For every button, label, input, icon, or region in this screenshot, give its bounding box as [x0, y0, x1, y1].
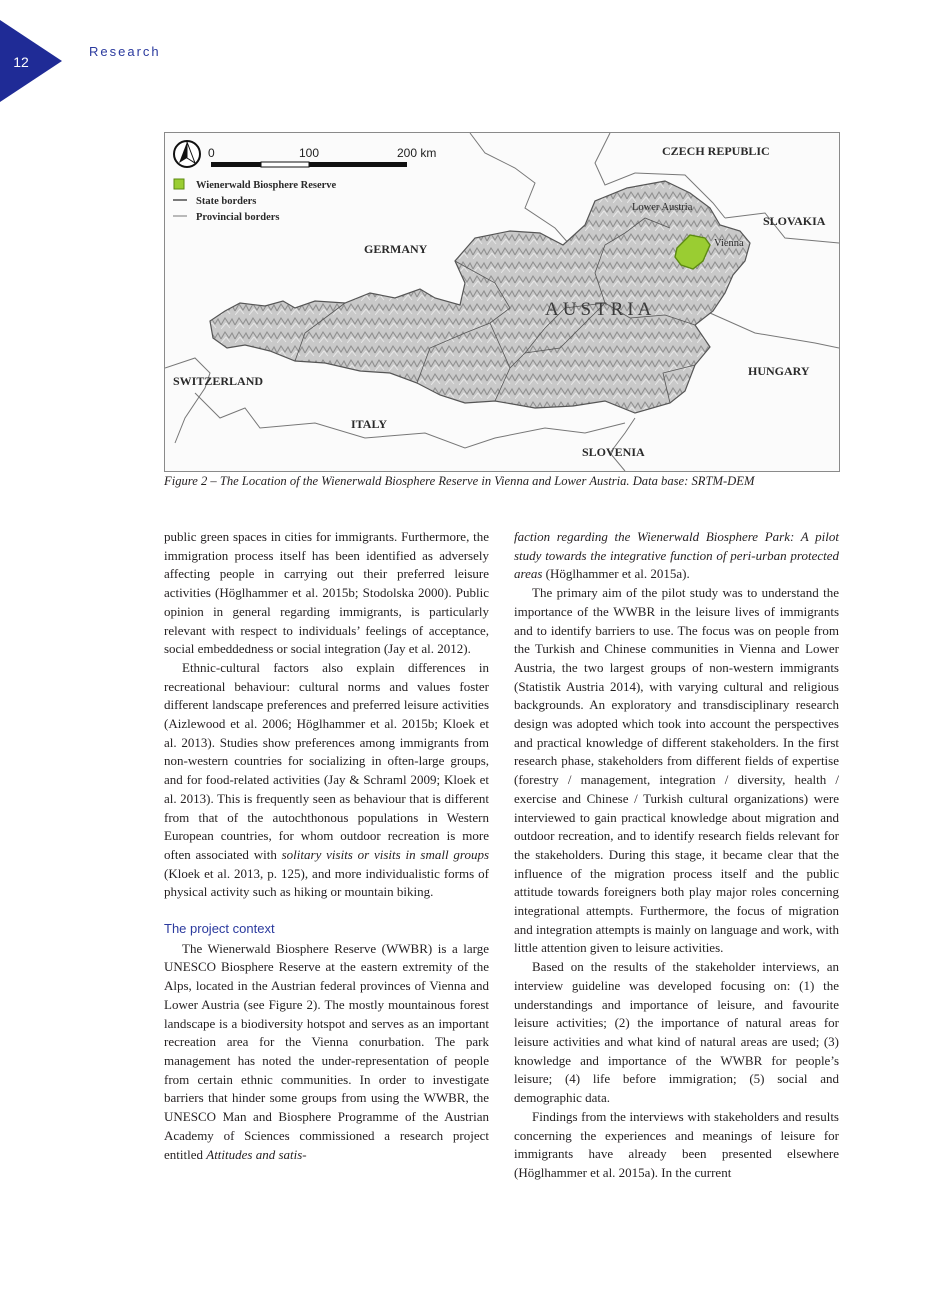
right-p1-end: (Höglhammer et al. 2015a). — [545, 566, 690, 582]
austria-map-figure — [164, 132, 840, 472]
right-column — [514, 528, 839, 1183]
left-paragraph-2 — [164, 659, 489, 902]
section-label: Research — [89, 44, 161, 59]
right-paragraph-2: The primary aim of the pilot study was to understand the importance of the WWBR in the leisure lives of immigrants and to identify barriers to use. The focus was on people from the Turkish and Chinese communities in Vienna and Lower Austria, the two largest groups of non-western immigrants (Statistik Austria 2014), with varying cultural and religious backgrounds. An exploratory and transdisciplinary research design was adopted which took into account the perspectives and practical knowledge of different stakeholders. In the first research phase, stakeholders from different fields of expertise (forestry / management, integration / diversity, health / exercise and Chinese / Turkish cultural organizations) were interviewed to gain practical knowledge about migration and outdoor recreation, and to identify research fields relevant for the stakeholders. During this stage, it became clear that the influence of the migration process itself and the public attitude towards foreigners both play major roles concerning integrational attempts. Furthermore, the focus of migration and integration attempts is mainly on language and work, with little attention given to leisure activities. — [514, 585, 839, 956]
scale-bar — [208, 146, 436, 167]
north-arrow-icon — [174, 141, 200, 167]
scale-end: 200 km — [397, 146, 437, 160]
left-p2-end: (Kloek et al. 2013, p. 125), and more individualistic forms of physical activity such as hiking or mountain biking. — [164, 865, 489, 900]
scale-mid: 100 — [299, 146, 320, 160]
legend-provincial-borders: Provincial borders — [196, 212, 280, 223]
figure-caption: Figure 2 – The Location of the Wienerwald Biosphere Reserve in Vienna and Lower Austria. Data base: SRTM-DEM — [164, 474, 755, 488]
label-slovakia: SLOVAKIA — [763, 214, 826, 228]
map-canvas — [165, 133, 839, 471]
legend-state-borders: State borders — [196, 196, 257, 207]
label-hungary: HUNGARY — [748, 364, 810, 378]
right-p1-italic: faction regarding the Wienerwald Biosphere Park: A pilot study towards the integrative function of peri-urban protected areas — [514, 529, 839, 582]
left-p3-italic: Attitudes and satis- — [206, 1146, 307, 1162]
map-legend — [173, 179, 337, 223]
label-austria: AUSTRIA — [545, 299, 656, 320]
label-germany: GERMANY — [364, 242, 428, 256]
label-lower-austria: Lower Austria — [632, 202, 693, 213]
left-p2-text: Ethnic-cultural factors also explain differences in recreational behaviour: cultural norms and values foster different landscape preferences and preferred leisure activities (Aizlewood et al. 2006; Höglhammer et al. 2015b; Kloek et al. 2013). Studies show preferences among immigrants from non-western countries for socializing in often-large groups, and for food-related activities (Jay & Schraml 2009; Kloek et al. 2013). This is frequently seen as behaviour that is different from that of the autochthonous populations in Western European countries, for whom outdoor recreation is more often associated with — [164, 659, 489, 862]
left-paragraph-1: public green spaces in cities for immigrants. Furthermore, the immigration process itself has been identified as adversely affecting people in carrying out their preferred leisure activities (Höglhammer et al. 2015b; Stodolska 2000). Public opinion in general regarding immigrants, is particularly relevant with respect to individuals’ feelings of acceptance, social embeddedness or social integration (Jay et al. 2012). — [164, 529, 489, 657]
scale-zero: 0 — [208, 146, 215, 160]
page-number: 12 — [13, 54, 29, 70]
subheading-project-context: The project context — [164, 921, 275, 937]
label-switzerland: SWITZERLAND — [173, 374, 264, 388]
legend-reserve: Wienerwald Biosphere Reserve — [196, 180, 337, 191]
right-paragraph-4: Findings from the interviews with stakeholders and results concerning the experiences and meanings of leisure for immigrants have already been presented elsewhere (Höglhammer et al. 2015a). In the current — [514, 1108, 839, 1180]
label-slovenia: SLOVENIA — [582, 445, 645, 459]
left-p2-italic: solitary visits or visits in small groups — [281, 846, 490, 862]
left-p3-text: The Wienerwald Biosphere Reserve (WWBR) is a large UNESCO Biosphere Reserve at the eastern extremity of the Alps, located in the Austrian federal provinces of Vienna and Lower Austria (see Figure 2). The mostly mountainous forest landscape is a biodiversity hotspot and serves as an important recreation area for the Vienna conurbation. The park management has noted the under-representation of people from certain ethnic communities. In order to investigate barriers that hinder some groups from using the WWBR, the UNESCO Man and Biosphere Programme of the Austrian Academy of Sciences commissioned a research project entitled — [164, 940, 489, 1162]
austria-shape — [210, 181, 750, 413]
label-italy: ITALY — [351, 417, 388, 431]
right-paragraph-1 — [514, 528, 839, 584]
left-column — [164, 528, 489, 1164]
right-paragraph-3: Based on the results of the stakeholder interviews, an interview guideline was developed focusing on: (1) the understandings and importance of leisure, and favourite leisure activities; (2) the importance of natural areas for leisure activities and what kind of natural areas are used; (3) knowledge and importance of the WWBR for people’s leisure; (4) life before immigration; (5) social and demographic data. — [514, 959, 839, 1106]
legend-reserve-swatch — [174, 179, 184, 189]
label-czech-republic: CZECH REPUBLIC — [662, 144, 770, 158]
left-paragraph-3 — [164, 940, 489, 1164]
label-vienna: Vienna — [714, 238, 744, 249]
